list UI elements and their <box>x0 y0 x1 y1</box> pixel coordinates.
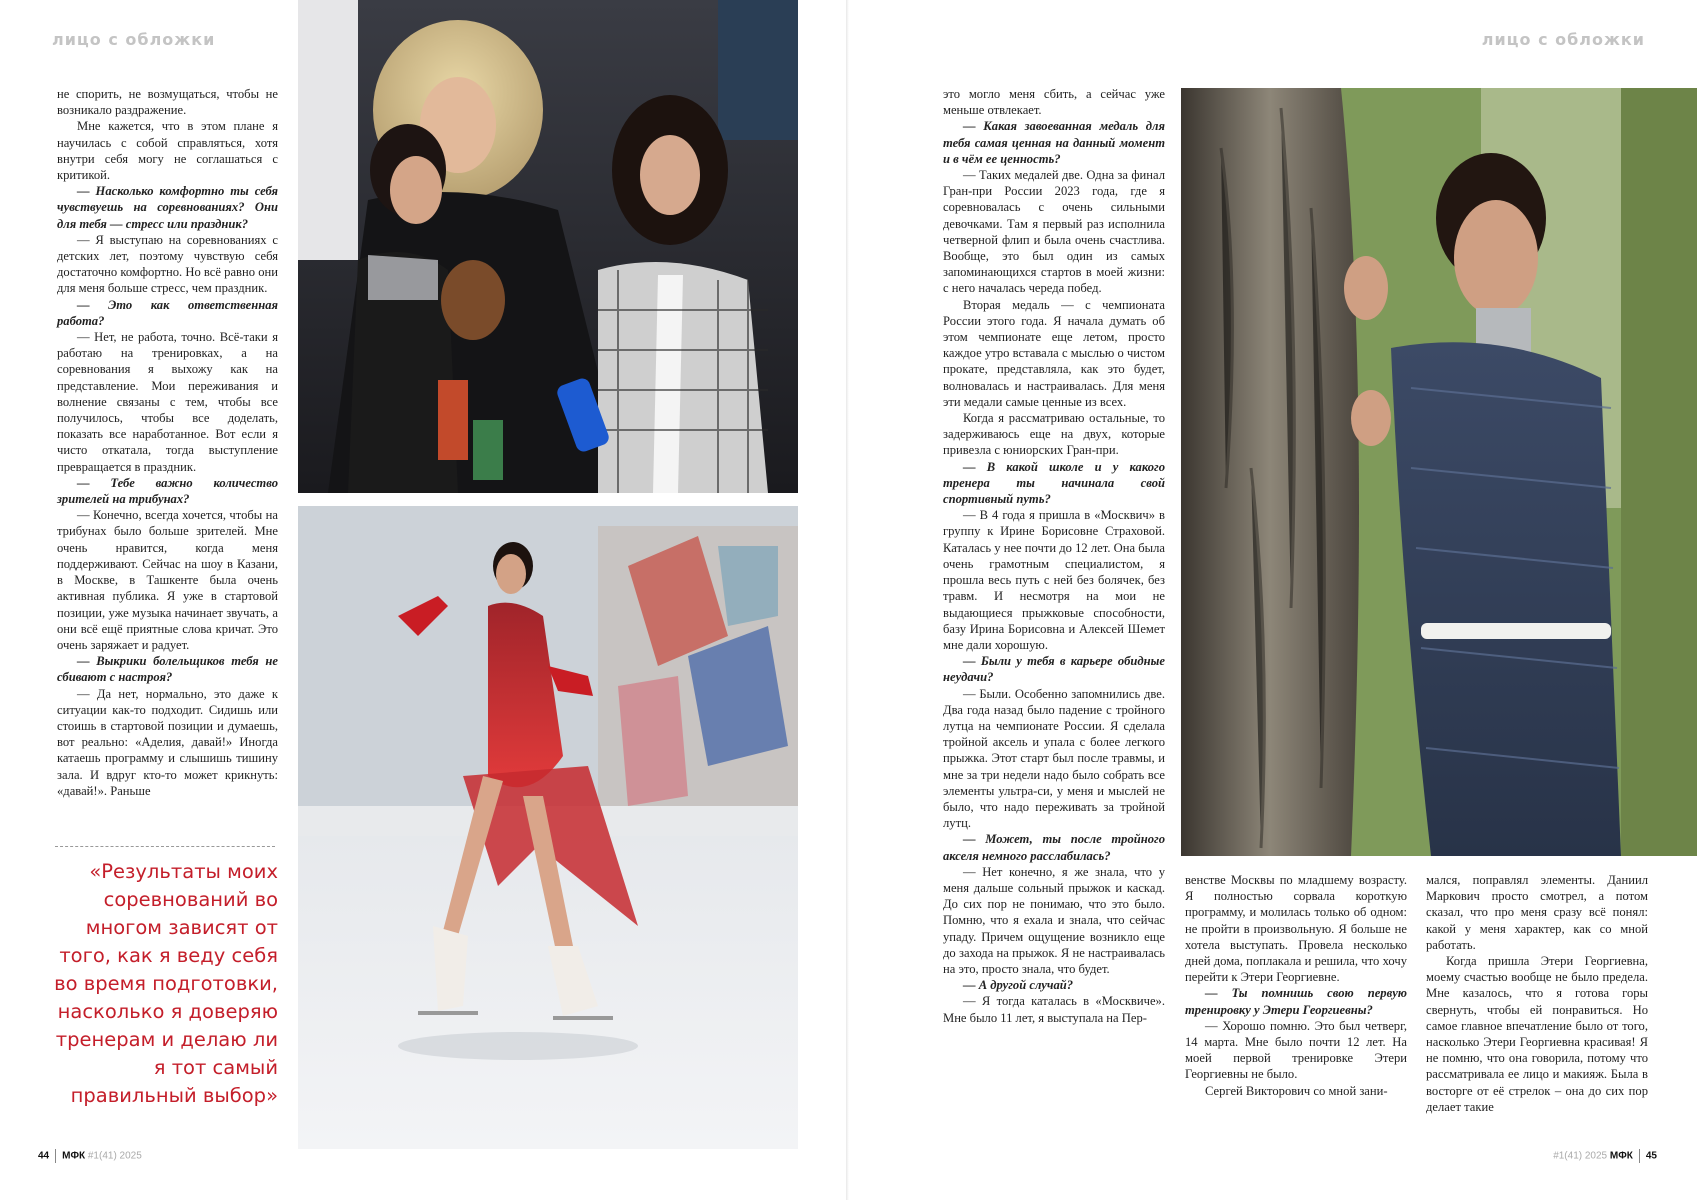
body-paragraph: это могло меня сбить, а сейчас уже меньше отвлекает. <box>943 87 1165 118</box>
body-paragraph: — Таких медалей две. Одна за финал Гран-при России 2023 года, где я соревновалась с очень сильными девочками. Там я первый раз исполнила четверной флип и была очень счастлива. Вообще, это был один из самых запоминающихся стартов в моей жизни: с него началась череда побед. <box>943 168 1165 296</box>
folio-right <box>1553 1149 1657 1163</box>
quote-divider <box>55 846 275 847</box>
text-column-right-3 <box>1426 872 1648 1132</box>
body-paragraph: — Я тогда каталась в «Москвиче». Мне было 11 лет, я выступала на Пер- <box>943 994 1165 1025</box>
interview-question: — Тебе важно количество зрителей на трибунах? <box>57 475 278 507</box>
folio-left-issue: #1(41) 2025 <box>87 1150 142 1162</box>
folio-left-page: 44 <box>38 1150 50 1162</box>
body-paragraph: — Я выступаю на соревнованиях с детских лет, поэтому чувствую себя достаточно комфортно. Но всё равно они для меня больше стресс, чем праздник. <box>57 232 278 296</box>
folio-right-separator <box>1639 1149 1640 1163</box>
body-paragraph: мался, поправлял элементы. Даниил Маркович просто смотрел, а потом сказал, что про меня сразу всё понял: какой у меня характер, как со мной работать. <box>1426 873 1648 952</box>
photo-skater-red-dress-image <box>298 506 798 1149</box>
section-tag-left: лицо с обложки <box>52 30 216 49</box>
section-tag-right: лицо с обложки <box>1481 30 1645 49</box>
body-paragraph: — Нет, не работа, точно. Всё-таки я работаю на тренировках, а на соревнования я выхожу как на представление. Мои переживания и волнение связаны с тем, чтобы все получилось, чтобы все доделать, показать все наработанное. Вот если я чисто откатала, тогда выступление превращается в праздник. <box>57 330 278 474</box>
folio-left <box>38 1149 142 1163</box>
body-paragraph: — Да нет, нормально, это даже к ситуации как-то подходит. Сидишь или стоишь в стартовой позиции и думаешь, вот реально: «Аделия, давай!» Иногда катаешь программу и слышишь тишину зала. И вдруг кто-то может крикнуть: «давай!». Раньше <box>57 686 278 798</box>
interview-question: — А другой случай? <box>963 978 1074 993</box>
text-column-left <box>57 86 278 826</box>
body-paragraph: Когда пришла Этери Георгиевна, моему счастью вообще не было предела. Мне казалось, что я готова горы свернуть, чтобы ей понравиться. Но самое главное впечатление было от того, насколько Этери Георгиевна красивая! Я не помню, что она говорила, потому что рассматривала ее лицо и макияж. Была в восторге от её стрелок – она до сих пор делает такие <box>1426 954 1648 1114</box>
body-paragraph: Мне кажется, что в этом плане я научилась с собой справляться, хотя внутри себя могу не соглашаться с критикой. <box>57 119 278 183</box>
text-column-right-1 <box>943 86 1165 1126</box>
text-column-right-2 <box>1185 872 1407 1132</box>
body-paragraph: не спорить, не возмущаться, чтобы не возникало раздражение. <box>57 87 278 118</box>
photo-coach-skaters-image <box>298 0 798 493</box>
interview-question: — Насколько комфортно ты себя чувствуешь на соревнованиях? Они для тебя — стресс или праздник? <box>57 184 278 231</box>
photo-skater-red-dress <box>298 506 798 1149</box>
body-paragraph: Сергей Викторович со мной зани- <box>1205 1083 1388 1098</box>
interview-question: — Ты помнишь свою первую тренировку у Этери Георгиевны? <box>1185 986 1407 1017</box>
body-paragraph: — Конечно, всегда хочется, чтобы на трибунах было больше зрителей. Мне очень нравится, когда меня поддерживают. Сейчас на шоу в Казани, в Москве, в Ташкенте была очень активная публика. Я уже в стартовой позиции, уже музыка начинает звучать, а они всё ещё приятные слова кричат. Это очень заряжает и радует. <box>57 508 278 652</box>
body-paragraph: — Хорошо помню. Это был четверг, 14 марта. Мне было почти 12 лет. На моей первой тренировке Этери Георгиевны не было. <box>1185 1018 1407 1082</box>
body-paragraph: — В 4 года я пришла в «Москвич» в группу к Ирине Борисовне Страховой. Каталась у нее почти до 12 лет. Она была очень грамотным специалистом, я прошла весь путь с ней без болячек, без травм. И несмотря на мои не выдающиеся прыжковые способности, базу Ирина Борисовна и Алексей Шемет мне дали хорошую. <box>943 508 1165 652</box>
folio-left-separator <box>55 1149 56 1163</box>
photo-coach-skaters <box>298 0 798 493</box>
left-page <box>0 0 848 1200</box>
interview-question: — В какой школе и у какого тренера ты начинала свой спортивный путь? <box>943 459 1165 507</box>
interview-question: — Выкрики болельщиков тебя не сбивают с настроя? <box>57 654 278 685</box>
pull-quote: «Результаты моих соревнований во многом зависят от того, как я веду себя во время подготовки, насколько я доверяю тренерам и делаю ли я тот самый правильный выбор» <box>54 860 278 1107</box>
photo-skater-by-tree-image <box>1181 88 1697 856</box>
folio-left-mag: МФК <box>62 1150 86 1162</box>
folio-right-mag: МФК <box>1609 1150 1633 1162</box>
body-paragraph: Вторая медаль — с чемпионата России этого года. Я начала думать об этом чемпионате еще летом, просто каждое утро вставала с мыслью о чистом прокате, представляла, как это будет, волновалась и настраивалась. Для меня эти медали самые ценные из всех. <box>943 297 1165 409</box>
right-page <box>849 0 1697 1200</box>
interview-question: — Может, ты после тройного акселя немного расслабилась? <box>943 832 1165 863</box>
body-paragraph: — Нет конечно, я же знала, что у меня дальше сольный прыжок и каскад. До сих пор не понимаю, что это было. Помню, что я ехала и знала, что сейчас упаду. Причем ощущение возникло еще до захода на прыжок. Я не настраивалась на это, просто знала, что будет. <box>943 864 1165 976</box>
folio-right-page: 45 <box>1645 1150 1657 1162</box>
interview-question: — Какая завоеванная медаль для тебя самая ценная на данный момент и в чём ее ценность? <box>943 119 1165 166</box>
interview-question: — Это как ответственная работа? <box>57 297 278 328</box>
interview-question: — Были у тебя в карьере обидные неудачи? <box>943 654 1165 685</box>
body-paragraph: — Были. Особенно запомнились две. Два года назад было падение с тройного лутца на чемпионате России. Я сделала тройной аксель и упала с более легкого прыжка. Этот старт был после травмы, и мне за три недели надо было собрать все элементы ультра-си, у меня и мыслей не было, что надо переживать за тройной лутц. <box>943 686 1165 831</box>
body-paragraph: венстве Москвы по младшему возрасту. Я полностью сорвала короткую программу, и молилась только об одном: не пройти в произвольную. Я больше не хотела выступать. Провела несколько дней дома, поплакала и решила, что хочу перейти к Этери Георгиевне. <box>1185 873 1407 985</box>
body-paragraph: Когда я рассматриваю остальные, то задерживаюсь еще на двух, которые привезла с юниорских Гран-при. <box>943 411 1165 458</box>
photo-skater-by-tree <box>1181 88 1697 856</box>
folio-right-issue: #1(41) 2025 <box>1553 1150 1608 1162</box>
